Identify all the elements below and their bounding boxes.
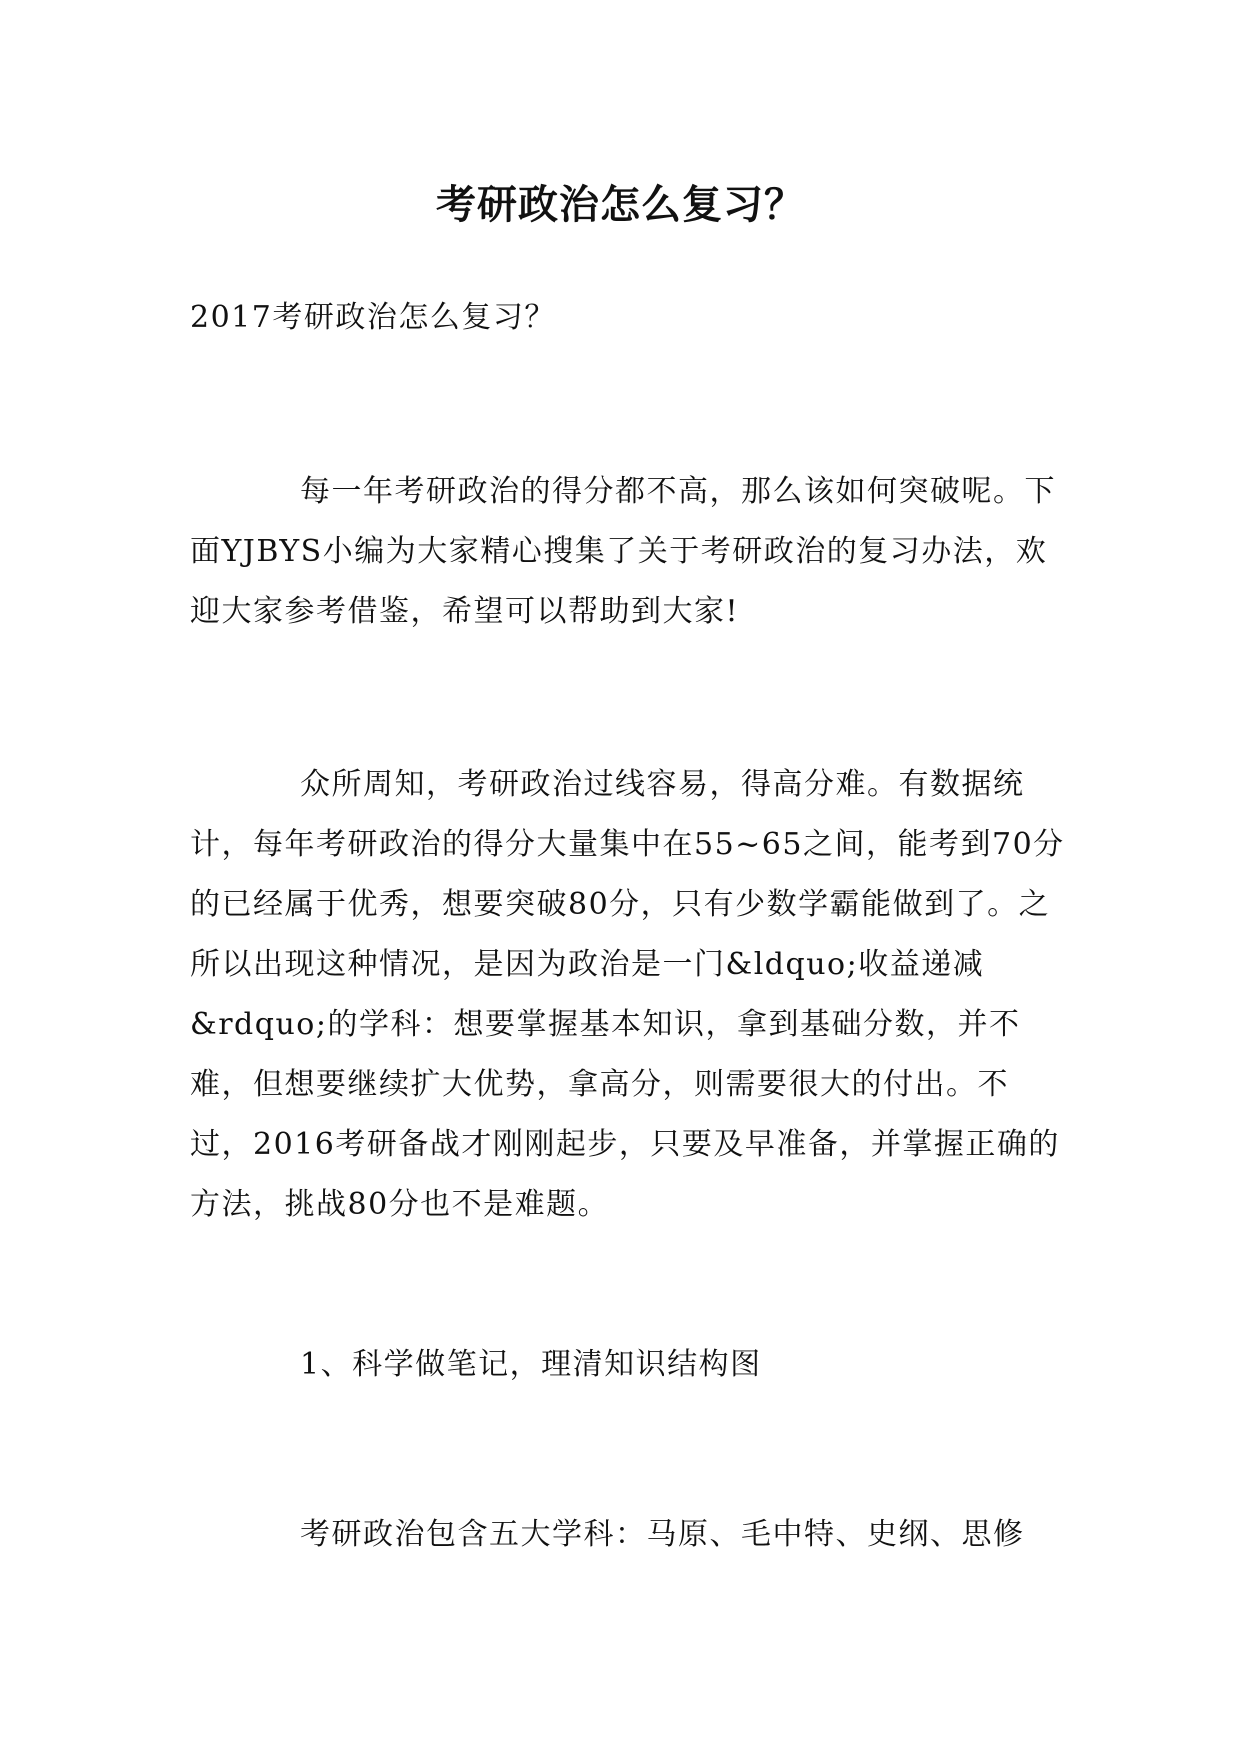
intro-paragraph: 每一年考研政治的得分都不高，那么该如何突破呢。下面YJBYS小编为大家精心搜集了关于考研政治的复习办法，欢迎大家参考借鉴，希望可以帮助到大家!: [190, 474, 1056, 629]
body-paragraph-last: 考研政治包含五大学科：马原、毛中特、史纲、思修: [300, 1517, 1025, 1552]
document-title: 考研政治怎么复习？: [436, 181, 805, 228]
body-paragraph: 众所周知，考研政治过线容易，得高分难。有数据统计，每年考研政治的得分大量集中在55~65之间，能考到70分的已经属于优秀，想要突破80分，只有少数学霸能做到了。之所以出现这种情况，是因为政治是一门&ldquo;收益递减&rdquo;的学科：想要掌握基本知识，拿到基础分数，并不难，但想要继续扩大优势，拿高分，则需要很大的付出。不过，2016考研备战才刚刚起步，只要及早准备，并掌握正确的方法，挑战80分也不是难题。: [190, 767, 1065, 1222]
section-heading: 1、科学做笔记，理清知识结构图: [300, 1347, 762, 1382]
subtitle-paragraph: 2017考研政治怎么复习？: [190, 300, 556, 335]
